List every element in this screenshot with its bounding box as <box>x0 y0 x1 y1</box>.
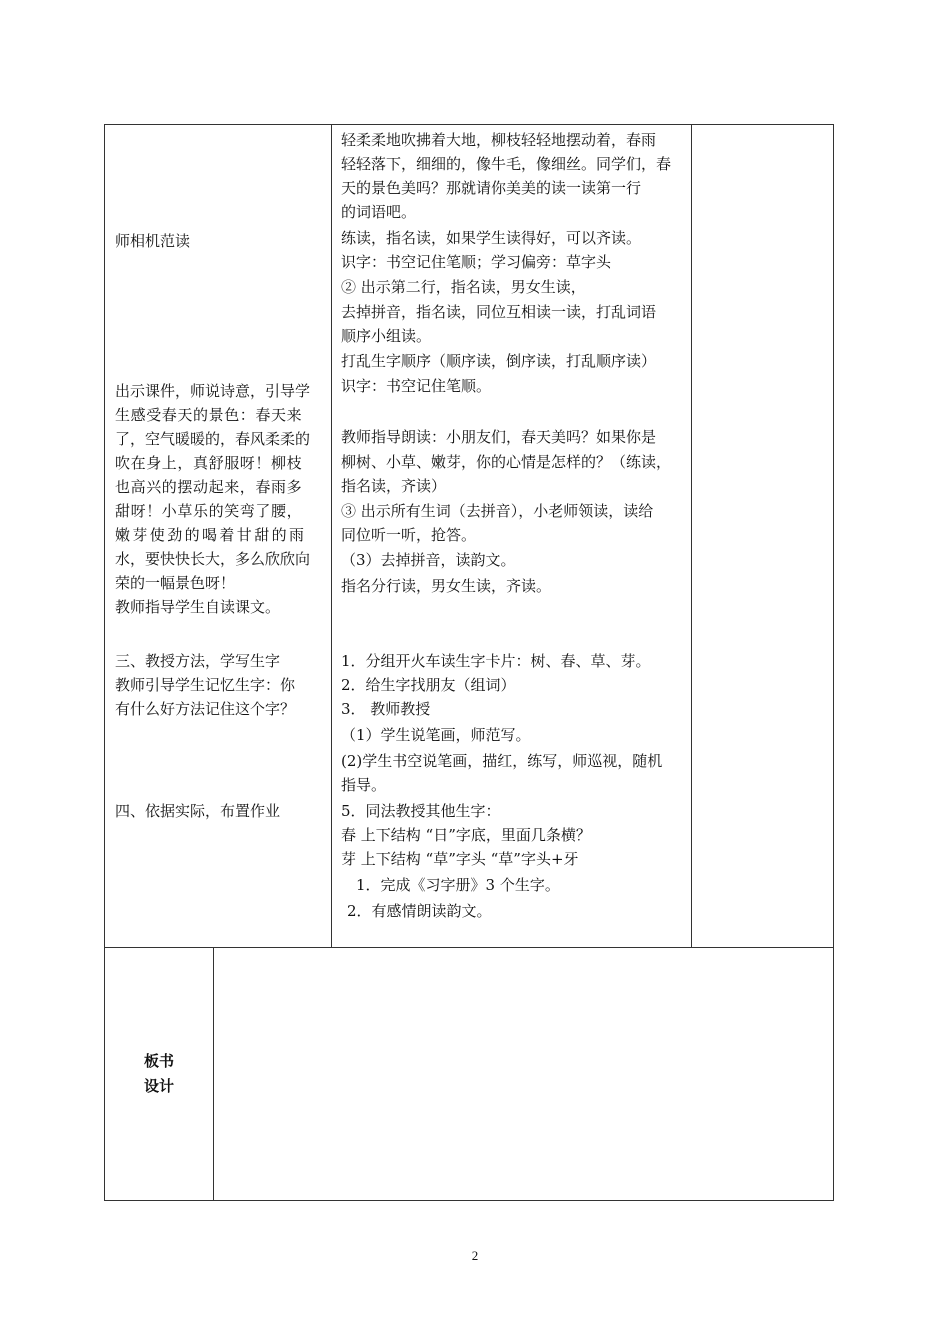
student-line: 去掉拼音，指名读，同位互相读一读，打乱词语 <box>341 303 657 321</box>
student-line: 1．完成《习字册》3 个生字。 <box>356 876 560 894</box>
teacher-line: 师相机范读 <box>115 232 191 250</box>
teacher-line: 三、教授方法，学写生字 <box>115 652 281 670</box>
student-activity-cell <box>332 125 692 947</box>
teacher-line: 甜呀！小草乐的笑弯了腰， <box>115 502 303 520</box>
teacher-line: 了，空气暖暖的，春风柔柔的 <box>115 430 311 448</box>
student-line: ③ 出示所有生词（去拼音），小老师领读，读给 <box>341 502 654 520</box>
teacher-activity-cell <box>105 125 332 947</box>
student-line: 指导。 <box>341 776 387 794</box>
board-label-line: 板书 <box>143 1052 174 1070</box>
student-line: 教师指导朗读：小朋友们，春天美吗？如果你是 <box>341 428 657 446</box>
teacher-line: 嫩芽使劲的喝着甘甜的雨 <box>115 526 307 544</box>
student-line: ② 出示第二行，指名读，男女生读， <box>341 278 586 296</box>
board-label-line: 设计 <box>143 1077 174 1095</box>
student-line: （3）去掉拼音，读韵文。 <box>341 551 516 569</box>
student-line: 2．有感情朗读韵文。 <box>347 902 492 920</box>
student-line: 5．同法教授其他生字： <box>341 802 501 820</box>
lesson-plan-table <box>104 124 834 1201</box>
student-line: 指名分行读，男女生读，齐读。 <box>341 577 552 595</box>
teacher-line: 教师引导学生记忆生字：你 <box>115 676 296 694</box>
teacher-line: 吹在身上，真舒服呀！柳枝 <box>115 454 303 472</box>
board-design-label <box>105 948 214 1200</box>
student-line: 识字：书空记住笔顺。 <box>341 377 492 395</box>
student-line: 识字：书空记住笔顺；学习偏旁：草字头 <box>341 253 612 271</box>
student-line: 练读，指名读，如果学生读得好，可以齐读。 <box>341 229 642 247</box>
teacher-line: 有什么好方法记住这个字？ <box>115 700 296 718</box>
student-line: 3． 教师教授 <box>341 700 431 718</box>
teacher-line: 荣的一幅景色呀！ <box>115 574 236 592</box>
student-line: 指名读，齐读） <box>341 477 447 495</box>
student-line: 1．分组开火车读生字卡片：树、春、草、芽。 <box>341 652 651 670</box>
teacher-line: 水，要快快长大，多么欣欣向 <box>115 550 311 568</box>
student-line: (2)学生书空说笔画，描红，练写，师巡视，随机 <box>341 752 663 770</box>
teacher-line: 也高兴的摆动起来，春雨多 <box>115 478 303 496</box>
student-line: 打乱生字顺序（顺序读，倒序读，打乱顺序读） <box>341 352 657 370</box>
student-line: 同位听一听，抢答。 <box>341 526 477 544</box>
teaching-process-row <box>105 125 833 948</box>
student-line: 轻轻落下，细细的，像牛毛，像细丝。同学们，春 <box>341 155 672 173</box>
student-line: 2．给生字找朋友（组词） <box>341 676 516 694</box>
teacher-line: 教师指导学生自读课文。 <box>115 598 281 616</box>
teacher-line: 四、依据实际，布置作业 <box>115 802 281 820</box>
student-line: 顺序小组读。 <box>341 327 432 345</box>
notes-cell <box>692 125 833 947</box>
board-design-content <box>214 948 833 1200</box>
board-design-row <box>105 948 833 1200</box>
student-line: 的词语吧。 <box>341 203 417 221</box>
student-line: 柳树、小草、嫩芽，你的心情是怎样的？（练读， <box>341 453 672 471</box>
student-line: 芽 上下结构 “草”字头 “草”字头+牙 <box>341 850 579 868</box>
page-number: 2 <box>471 1248 479 1263</box>
teacher-line: 生感受春天的景色：春天来 <box>115 406 303 424</box>
student-line: （1）学生说笔画，师范写。 <box>341 726 531 744</box>
teacher-line: 出示课件，师说诗意，引导学 <box>115 382 311 400</box>
student-line: 天的景色美吗？那就请你美美的读一读第一行 <box>341 179 642 197</box>
student-line: 轻柔柔地吹拂着大地，柳枝轻轻地摆动着，春雨 <box>341 131 657 149</box>
student-line: 春 上下结构 “日”字底，里面几条横？ <box>341 826 591 844</box>
